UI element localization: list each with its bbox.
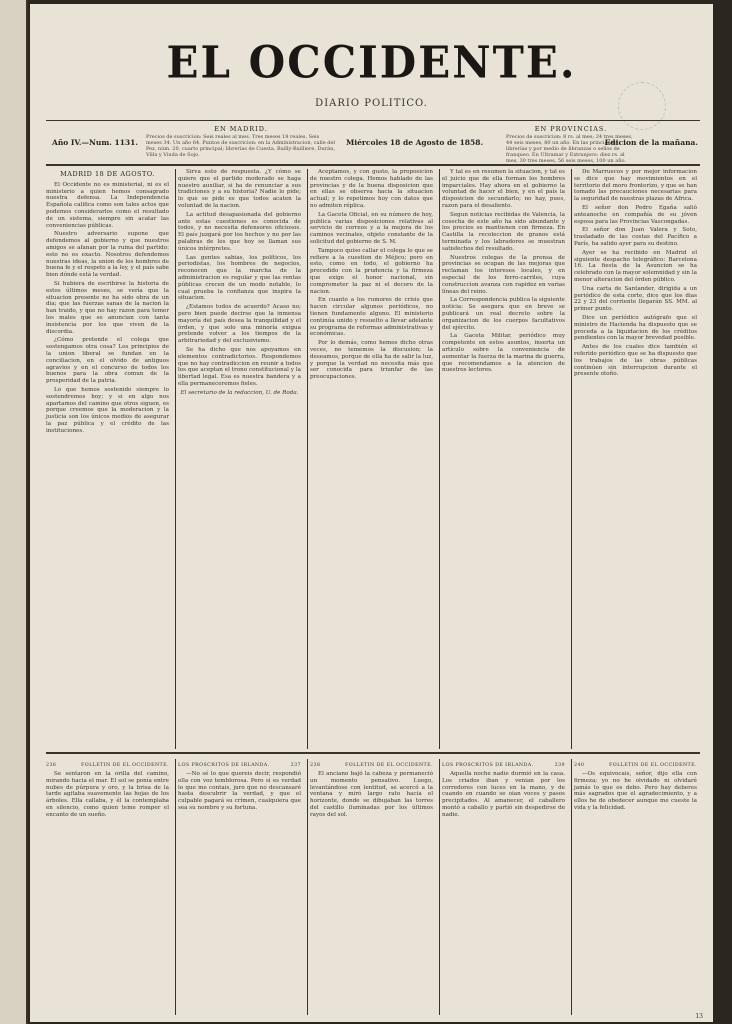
folletin-page: 238 — [310, 763, 321, 768]
paragraph: Aceptamos, y con gusto, la proposicion de nuestro colega. Hemos hablado de las provincias y de la buena disposicion que en ellas se observa hacia la situacion actual; y lo repetimos hoy con datos que no admiten réplica. — [310, 169, 433, 209]
column-rule — [175, 169, 176, 749]
page-number: 13 — [695, 1013, 703, 1020]
paragraph: Antes de los cuales dice también el referido periódico que se ha dispuesto que los trabajos de las obras públicas continúen sin interrupcion durante el presente otoño. — [574, 344, 697, 378]
folletin-text: —Os equivocais, señor, dijo ella con firmeza; yo no he olvidado ni olvidaré jamás lo que os debo. Pero hay deberes más sagrados que el agradecimiento, y a ellos he de obedecer aunque me cueste la vida y la felicidad. — [574, 771, 697, 811]
column-1 — [46, 169, 169, 749]
column-2 — [178, 169, 301, 749]
column-rule — [571, 169, 572, 749]
divider — [46, 164, 700, 166]
folletin-section — [46, 759, 700, 1019]
paragraph: La Gaceta Militar, periódico muy competente en estos asuntos, inserta un artículo sobre la conveniencia de aumentar la fuerza de la marina de guerra, que recomendamos a la atencion de nuestros lectores. — [442, 333, 565, 374]
folletin-title: LOS PROSCRITOS DE IRLANDA. — [442, 763, 534, 768]
column-rule — [439, 169, 440, 749]
paragraph: Dice un periódico autógrafo que el ministro de Hacienda ha dispuesto que se proceda a la liquidacion de los créditos pendientes con la mayor brevedad posible. — [574, 314, 697, 342]
previous-page-edge — [0, 0, 28, 1024]
folletin-page: 240 — [574, 763, 585, 768]
article-heading: MADRID 18 DE AGOSTO. — [60, 170, 155, 178]
newspaper-page — [30, 4, 713, 1022]
paragraph: La Gaceta Oficial, en su número de hoy, publica varias disposiciones relativas al servicio de correos y a la mejora de los caminos vecinales, objeto constante de la solicitud del gobierno de S. M. — [310, 211, 433, 245]
column-rule — [175, 759, 176, 1015]
provincias-text: Precios de suscricion: 8 rs. al mes; 24 tres meses, 44 seis meses, 80 un año. En las principales librerías y por medio de libranzas o sellos de franqueo. En Ultramar y Extranjero: diez rs. al mes, 30 tres meses, 56 seis meses, 100 un año. — [506, 134, 633, 164]
folletin-column — [178, 763, 301, 1015]
folletin-title: FOLLETIN DE EL OCCIDENTE. — [345, 763, 433, 768]
newspaper-subtitle: DIARIO POLITICO. — [315, 98, 428, 109]
edition-label: Edicion de la mañana. — [604, 138, 698, 147]
folletin-title: FOLLETIN DE EL OCCIDENTE. — [81, 763, 169, 768]
paragraph: Nuestro adversario supone que defendemos al gobierno y que nuestros amigos se afanan por la ruina del partido: esto no es exacto. Nosotros defendemos nuestras ideas, la union de los hombres de buena fe y el respeto a la ley, y el país sabe bien dónde está la verdad. — [46, 231, 169, 279]
issue-number: Año IV.—Num. 1131. — [52, 138, 138, 147]
folletin-page: 239 — [554, 763, 565, 768]
madrid-prices — [146, 126, 336, 160]
paragraph: ¿Estamos todos de acuerdo? Acaso no; pero bien puede decirse que la inmensa mayoría del país desea la tranquilidad y el órden, y que solo una minoría exigua pretende volver a los tiempos de la arbitrariedad y del exclusivismo. — [178, 304, 301, 345]
folletin-column — [574, 763, 697, 1015]
column-rule — [307, 759, 308, 1015]
paragraph: Ayer se ha recibido en Madrid el siguiente despacho telegráfico: Barcelona 16. La fiesta de la Asuncion se ha celebrado con la mayor solemnidad y sin la menor alteracion del órden público. — [574, 249, 697, 283]
folletin-title: FOLLETIN DE EL OCCIDENTE. — [609, 763, 697, 768]
folletin-page: 237 — [290, 763, 301, 768]
column-5 — [574, 169, 697, 749]
paragraph: El señor don Juan Valera y Soto, trasladado de las costas del Pacífico a París, ha salido ayer para su destino. — [574, 227, 697, 247]
column-rule — [439, 759, 440, 1015]
paragraph: Las gentes sabias, los políticos, los periodistas, los hombres de negocios, reconocen que la marcha de la administracion es regular y que las rentas públicas crecen de un modo notable, lo cual prueba la confianza que inspira la situacion. — [178, 254, 301, 302]
madrid-text: Precios de suscricion: Seis reales al mes. Tres meses 18 reales. Seis meses 34. Un año 64. Puntos de suscricion: en la Administracion, calle del Pez, núm. 20, cuarto principal; librerías de Cuesta, Bailly-Bailliere, Durán, Villa y Viuda de Sojo. — [146, 134, 336, 158]
issue-date: Miércoles 18 de Agosto de 1858. — [346, 138, 484, 147]
paragraph: El señor don Pedro Egaña salió anteanoche en compañía de su jóven esposa para las Provincias Vascongadas. — [574, 204, 697, 225]
paragraph: ¿Cómo pretende el colega que sostengamos otra cosa? Los principios de la union liberal se fundan en la conciliacion, en el olvido de antiguos agravios y en el concurso de todos los buenos para la obra comun de la prosperidad de la patria. — [46, 337, 169, 385]
divider — [46, 120, 700, 121]
newspaper-title: EL OCCIDENTE. — [166, 36, 577, 89]
paragraph: Una carta de Santander, dirigida a un periódico de esta corte, dice que los dias 22 y 23 del corriente llegarán SS. MM. al primer punto. — [574, 285, 697, 313]
column-rule — [571, 759, 572, 1015]
madrid-heading: EN MADRID. — [214, 125, 268, 133]
column-3 — [310, 169, 433, 749]
folletin-divider — [46, 752, 700, 754]
folletin-text: Se sentaron en la orilla del camino, mirando hacia el mar. El sol se ponía entre nubes de púrpura y oro, y la brisa de la tarde agitaba suavemente las hojas de los árboles. Ella callaba, y él la contemplaba en silencio, como quien teme romper el encanto de un sueño. — [46, 771, 169, 818]
folletin-column — [46, 763, 169, 1015]
paragraph: De Marruecos y por mejor informacion se dice que hay movimientos en el territorio del moro fronterizo, y que se han tomado las precauciones necesarias para la seguridad de nuestras plazas de Africa. — [574, 169, 697, 203]
folletin-column — [310, 763, 433, 1015]
paragraph: En cuanto a los rumores de crisis que hacen circular algunos periódicos, no tienen fundamento alguno. El ministerio continúa unido y resuelto a llevar adelante su programa de reformas administrativas y económicas. — [310, 297, 433, 338]
folletin-text: —No sé lo que quereis decir, respondió ella con voz temblorosa. Pero si es verdad lo que me contais, juro que no descansaré hasta descubrir la verdad, y que el culpable pagará su crímen, cualquiera que sea su nombre y su fortuna. — [178, 771, 301, 811]
paragraph: Si hubiera de escribirse la historia de estos últimos meses, se vería que la situacion presente no ha sido obra de un dia; que las fuerzas sanas de la nacion la han traido, y que no hay razon para temer los males que se anuncian con tanta insistencia por los que viven de la discordia. — [46, 280, 169, 335]
folletin-column — [442, 763, 565, 1015]
paragraph: Y tal es en resumen la situacion, y tal es el juicio que de ella forman los hombres imparciales. Hay ahora en el gobierno la voluntad de hacer el bien, y en el país la disposicion de secundarlo; no hay, pues, razon para el desaliento. — [442, 169, 565, 209]
folletin-page: 236 — [46, 763, 57, 768]
column-rule — [307, 169, 308, 749]
paragraph: El Occidente no es ministerial, ni es el ministerio a quien hemos consagrado nuestra defensa. La Independencia Española califica como son tales actos que podemos considerarlos como el resultado de un sistema, siempre sin acatar las conveniencias públicas. — [46, 181, 169, 229]
info-bar — [46, 122, 700, 162]
paragraph: Tampoco quiso callar el colega lo que se refiere a la cuestion de Méjico; pero en esto, como en todo, el gobierno ha procedido con la prudencia y la firmeza que exige el honor nacional, sin comprometer la paz ni el decoro de la nacion. — [310, 247, 433, 295]
paragraph: Se ha dicho que nos apoyamos en elementos contradictorios. Respondemos que no hay contradiccion en reunir a todos los que aceptan el trono constitucional y la libertad legal. Esa es nuestra bandera y a ella permaneceremos fieles. — [178, 346, 301, 387]
signature: El secretario de la redaccion, U. de Roda. — [180, 389, 299, 396]
column-4 — [442, 169, 565, 749]
paragraph: Nuestros colegas de la prensa de provincias se ocupan de las mejoras que reclaman los intereses locales, y en especial de los ferro-carriles, cuya construccion avanza con rapidez en varias líneas del reino. — [442, 254, 565, 295]
paragraph: La actitud desapasionada del gobierno ante estas cuestiones es conocida de todos, y no necesita defensores oficiosos. El país juzgará por los hechos y no por las palabras de los que hoy se llaman sus únicos intérpretes. — [178, 211, 301, 252]
paragraph: Por lo demás, como hemos dicho otras veces, no tememos la discusion; la deseamos, porque de ella ha de salir la luz, y porque la verdad no necesita más que ser conocida para triunfar de las preocupaciones. — [310, 340, 433, 381]
paragraph: La Correspondencia publica la siguiente noticia: Se asegura que en breve se publicará un real decreto sobre la organizacion de los cuerpos facultativos del ejército. — [442, 297, 565, 331]
provincias-heading: EN PROVINCIAS. — [534, 125, 608, 133]
paragraph: Segun noticias recibidas de Valencia, la cosecha de este año ha sido abundante y los precios se mantienen con firmeza. En Castilla la recoleccion de granos está terminada y los labradores se muestran satisfechos del resultado. — [442, 211, 565, 252]
paragraph: Lo que hemos sostenido siempre lo sostendremos hoy; y si en algo nos apartamos del camino que otros siguen, es porque creemos que la moderacion y la justicia son los únicos medios de asegurar la paz pública y el crédito de las instituciones. — [46, 386, 169, 434]
folletin-text: El anciano bajó la cabeza y permaneció un momento pensativo. Luego, levantándose con lentitud, se acercó a la ventana y miró largo rato hacia el horizonte, donde se dibujaban las torres del castillo iluminadas por los últimos rayos del sol. — [310, 771, 433, 818]
folletin-text: Aquella noche nadie durmió en la casa. Los criados iban y venian por los corredores con luces en la mano, y de cuando en cuando se oian voces y pasos precipitados. Al amanecer, el caballero montó a caballo y partió sin despedirse de nadie. — [442, 771, 565, 818]
folletin-title: LOS PROSCRITOS DE IRLANDA. — [178, 763, 270, 768]
masthead — [30, 4, 713, 114]
paragraph: Sirva esto de respuesta. ¿Y cómo se quiere que el partido moderado se haga nuestro auxiliar, si ha de renunciar a sus tradiciones y a su historia? Nadie lo pide; lo que se pide es que todos acaten la voluntad de la nacion. — [178, 169, 301, 209]
